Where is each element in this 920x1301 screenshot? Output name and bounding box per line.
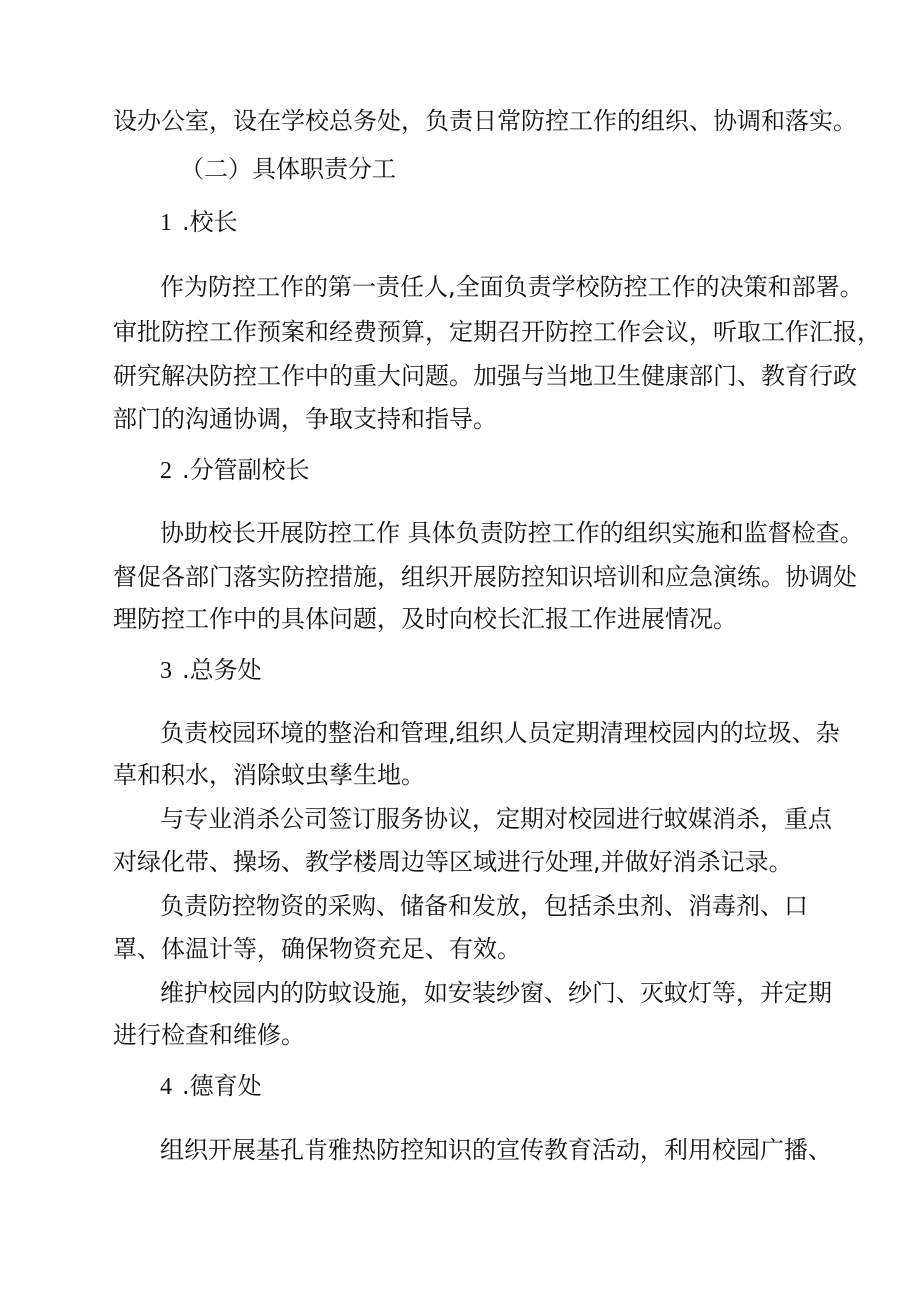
item-number: 4 (160, 1074, 172, 1100)
paragraph-line: 草和积水，消除蚊虫孳生地。 (113, 761, 425, 789)
paragraph-line: 负责防控物资的采购、储备和发放，包括杀虫剂、消毒剂、口 (160, 892, 808, 920)
item-title: .总务处 (182, 656, 262, 684)
paragraph-line: 组织开展基孔肯雅热防控知识的宣传教育活动，利用校园广播、 (160, 1136, 832, 1164)
paragraph-line: 罩、体温计等，确保物资充足、有效。 (113, 935, 521, 963)
paragraph-line: 设办公室，设在学校总务处，负责日常防控工作的组织、协调和落实。 (113, 107, 857, 135)
item-number: 2 (160, 458, 172, 484)
item-title: .分管副校长 (182, 456, 310, 484)
item-heading-principal (160, 205, 238, 240)
paragraph-line: 进行检查和维修。 (113, 1021, 305, 1049)
paragraph-line: 维护校园内的防蚊设施，如安装纱窗、纱门、灭蚊灯等，并定期 (160, 979, 832, 1007)
paragraph-line: 与专业消杀公司签订服务协议，定期对校园进行蚊媒消杀，重点 (160, 805, 832, 833)
item-title: .德育处 (182, 1072, 262, 1100)
item-heading-vice-principal (160, 453, 310, 488)
paragraph-line: 协助校长开展防控工作 具体负责防控工作的组织实施和监督检查。 (160, 519, 864, 547)
section-heading: （二）具体职责分工 (180, 155, 396, 183)
paragraph-line: 研究解决防控工作中的重大问题。加强与当地卫生健康部门、教育行政 (113, 362, 857, 390)
paragraph-line: 负责校园环境的整治和管理,组织人员定期清理校园内的垃圾、杂 (160, 719, 840, 747)
paragraph-line: 督促各部门落实防控措施，组织开展防控知识培训和应急演练。协调处 (113, 563, 857, 591)
paragraph-line: 对绿化带、操场、教学楼周边等区域进行处理,并做好消杀记录。 (113, 848, 793, 876)
item-number: 1 (160, 210, 172, 236)
item-heading-moral-education (160, 1069, 262, 1104)
item-number: 3 (160, 658, 172, 684)
paragraph-line: 审批防控工作预案和经费预算，定期召开防控工作会议，听取工作汇报， (113, 318, 881, 346)
item-heading-general-affairs (160, 653, 262, 688)
paragraph-line: 部门的沟通协调，争取支持和指导。 (113, 405, 497, 433)
paragraph-line: 理防控工作中的具体问题，及时向校长汇报工作进展情况。 (113, 605, 737, 633)
paragraph-line: 作为防控工作的第一责任人,全面负责学校防控工作的决策和部署。 (160, 273, 864, 301)
item-title: .校长 (182, 208, 238, 236)
